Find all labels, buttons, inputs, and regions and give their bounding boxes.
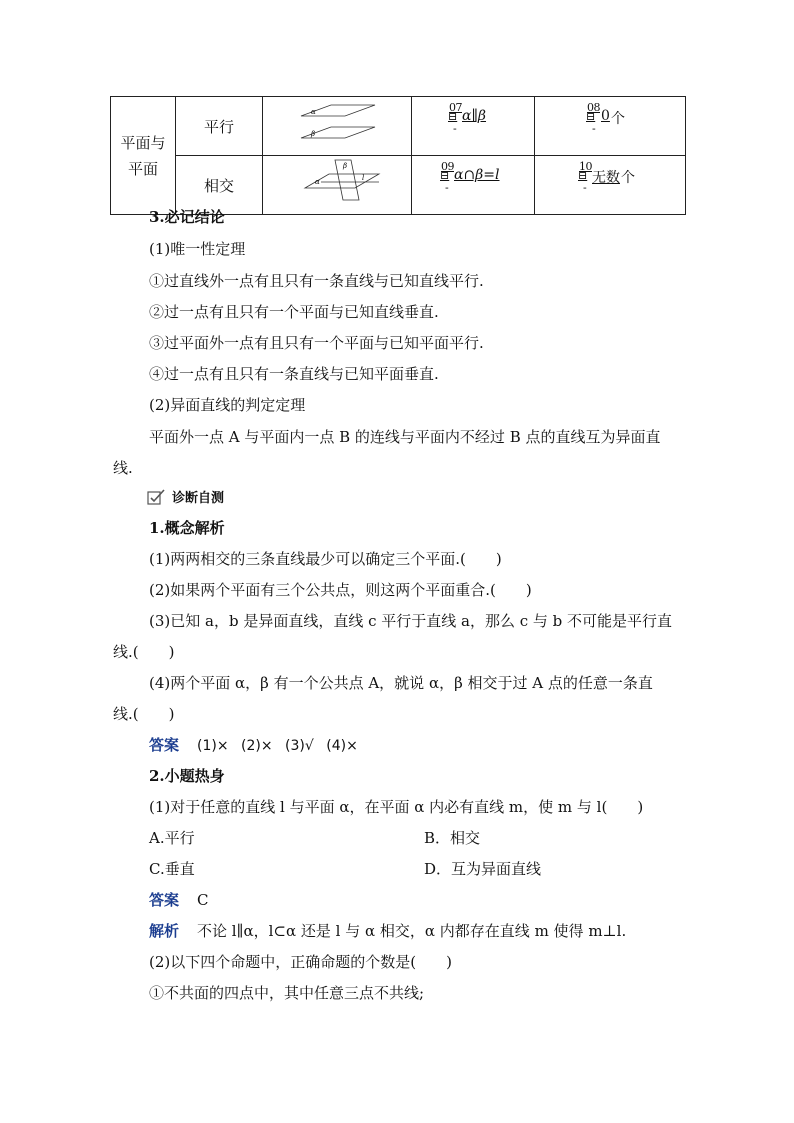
label-alpha: α bbox=[311, 108, 316, 116]
answer-1-row bbox=[149, 734, 358, 755]
concept-q3: (3)已知 a，b 是异面直线，直线 c 平行于直线 a，那么 c 与 b 不可能是平行直 bbox=[149, 612, 673, 630]
concept-analysis-title: 1.概念解析 bbox=[149, 519, 225, 537]
figure-parallel-cell bbox=[263, 97, 412, 156]
answer-label: 答案 bbox=[149, 736, 180, 754]
theorem-item-1: ①过直线外一点有且只有一条直线与已知直线平行. bbox=[149, 272, 484, 290]
figure-intersect-cell bbox=[263, 156, 412, 215]
category-cell bbox=[111, 97, 176, 215]
cell-intersect-common-points bbox=[535, 156, 686, 215]
blank-mark-icon: ⊟ bbox=[578, 169, 588, 182]
blank-dash: - bbox=[445, 181, 449, 194]
kind-parallel: 平行 bbox=[176, 97, 263, 156]
parallel-planes-figure bbox=[263, 97, 411, 151]
theorem-item-2: ②过一点有且只有一个平面与已知直线垂直. bbox=[149, 303, 439, 321]
cell-parallel-relation bbox=[412, 97, 535, 156]
explanation-text: 不论 l∥α，l⊂α 还是 l 与 α 相交，α 内都存在直线 m 使得 m⊥l. bbox=[197, 922, 627, 940]
check-pencil-icon bbox=[147, 488, 167, 506]
answer-number: 08 bbox=[587, 101, 600, 114]
option-c: C.垂直 bbox=[149, 860, 195, 878]
concept-q1: (1)两两相交的三条直线最少可以确定三个平面.( ) bbox=[149, 550, 502, 568]
answer-number: 09 bbox=[441, 160, 454, 173]
warmup-q2-item1: ①不共面的四点中，其中任意三点不共线; bbox=[149, 984, 425, 1002]
category-line-2: 平面 bbox=[127, 159, 158, 178]
kind-intersect: 相交 bbox=[176, 156, 263, 215]
answer-number: 07 bbox=[449, 101, 462, 114]
blank-mark-icon: ⊟ bbox=[440, 169, 450, 182]
skew-lines-theorem-text: 平面外一点 A 与平面内一点 B 的连线与平面内不经过 B 点的直线互为异面直 bbox=[149, 428, 661, 446]
relation-value: α∩β=l bbox=[454, 167, 500, 183]
blank-dash: - bbox=[592, 122, 596, 135]
answer-2-text: C bbox=[197, 891, 209, 909]
relation-value: α∥β bbox=[462, 108, 487, 124]
concept-q4: (4)两个平面 α，β 有一个公共点 A，就说 α，β 相交于过 A 点的任意一条直 bbox=[149, 674, 653, 692]
blank-mark-icon: ⊟ bbox=[586, 110, 596, 123]
label-alpha: α bbox=[315, 178, 320, 186]
diagnosis-title: 诊断自测 bbox=[172, 491, 225, 506]
explanation-row bbox=[149, 920, 626, 941]
common-points-value: 0 bbox=[601, 108, 610, 124]
concept-q4-cont: 线.( ) bbox=[113, 705, 175, 723]
intersecting-planes-figure bbox=[263, 156, 411, 210]
label-beta: β bbox=[311, 130, 316, 138]
cell-parallel-common-points bbox=[535, 97, 686, 156]
label-beta: β bbox=[343, 162, 348, 170]
option-b: B．相交 bbox=[424, 829, 481, 847]
warmup-q2: (2)以下四个命题中，正确命题的个数是( ) bbox=[149, 953, 452, 971]
theorem-item-3: ③过平面外一点有且只有一个平面与已知平面平行. bbox=[149, 334, 484, 352]
uniqueness-theorem-title: (1)唯一性定理 bbox=[149, 240, 246, 258]
warmup-q1: (1)对于任意的直线 l 与平面 α，在平面 α 内必有直线 m，使 m 与 l( ) bbox=[149, 798, 644, 816]
warmup-title: 2.小题热身 bbox=[149, 767, 225, 785]
option-a: A.平行 bbox=[149, 829, 195, 847]
answer-1-text: (1)× (2)× (3)√ (4)× bbox=[197, 738, 358, 754]
explanation-label: 解析 bbox=[149, 922, 180, 940]
relation-table bbox=[110, 96, 686, 215]
section-3-title: 3.必记结论 bbox=[149, 208, 225, 226]
common-points-value: 无数 bbox=[592, 170, 620, 186]
blank-dash: - bbox=[583, 181, 587, 194]
skew-lines-theorem-title: (2)异面直线的判定定理 bbox=[149, 396, 306, 414]
cell-intersect-relation bbox=[412, 156, 535, 215]
label-l: l bbox=[362, 174, 365, 182]
concept-q3-cont: 线.( ) bbox=[113, 643, 175, 661]
concept-q2: (2)如果两个平面有三个公共点，则这两个平面重合.( ) bbox=[149, 581, 532, 599]
unit-text: 个 bbox=[621, 170, 635, 186]
answer-2-row bbox=[149, 889, 209, 910]
blank-mark-icon: ⊟ bbox=[448, 110, 458, 123]
theorem-item-4: ④过一点有且只有一条直线与已知平面垂直. bbox=[149, 365, 439, 383]
skew-lines-theorem-cont: 线. bbox=[113, 459, 133, 477]
answer-number: 10 bbox=[579, 160, 592, 173]
option-d: D．互为异面直线 bbox=[424, 860, 542, 878]
unit-text: 个 bbox=[611, 111, 625, 127]
blank-dash: - bbox=[453, 122, 457, 135]
category-line-1: 平面与 bbox=[120, 133, 166, 152]
answer-label: 答案 bbox=[149, 891, 180, 909]
